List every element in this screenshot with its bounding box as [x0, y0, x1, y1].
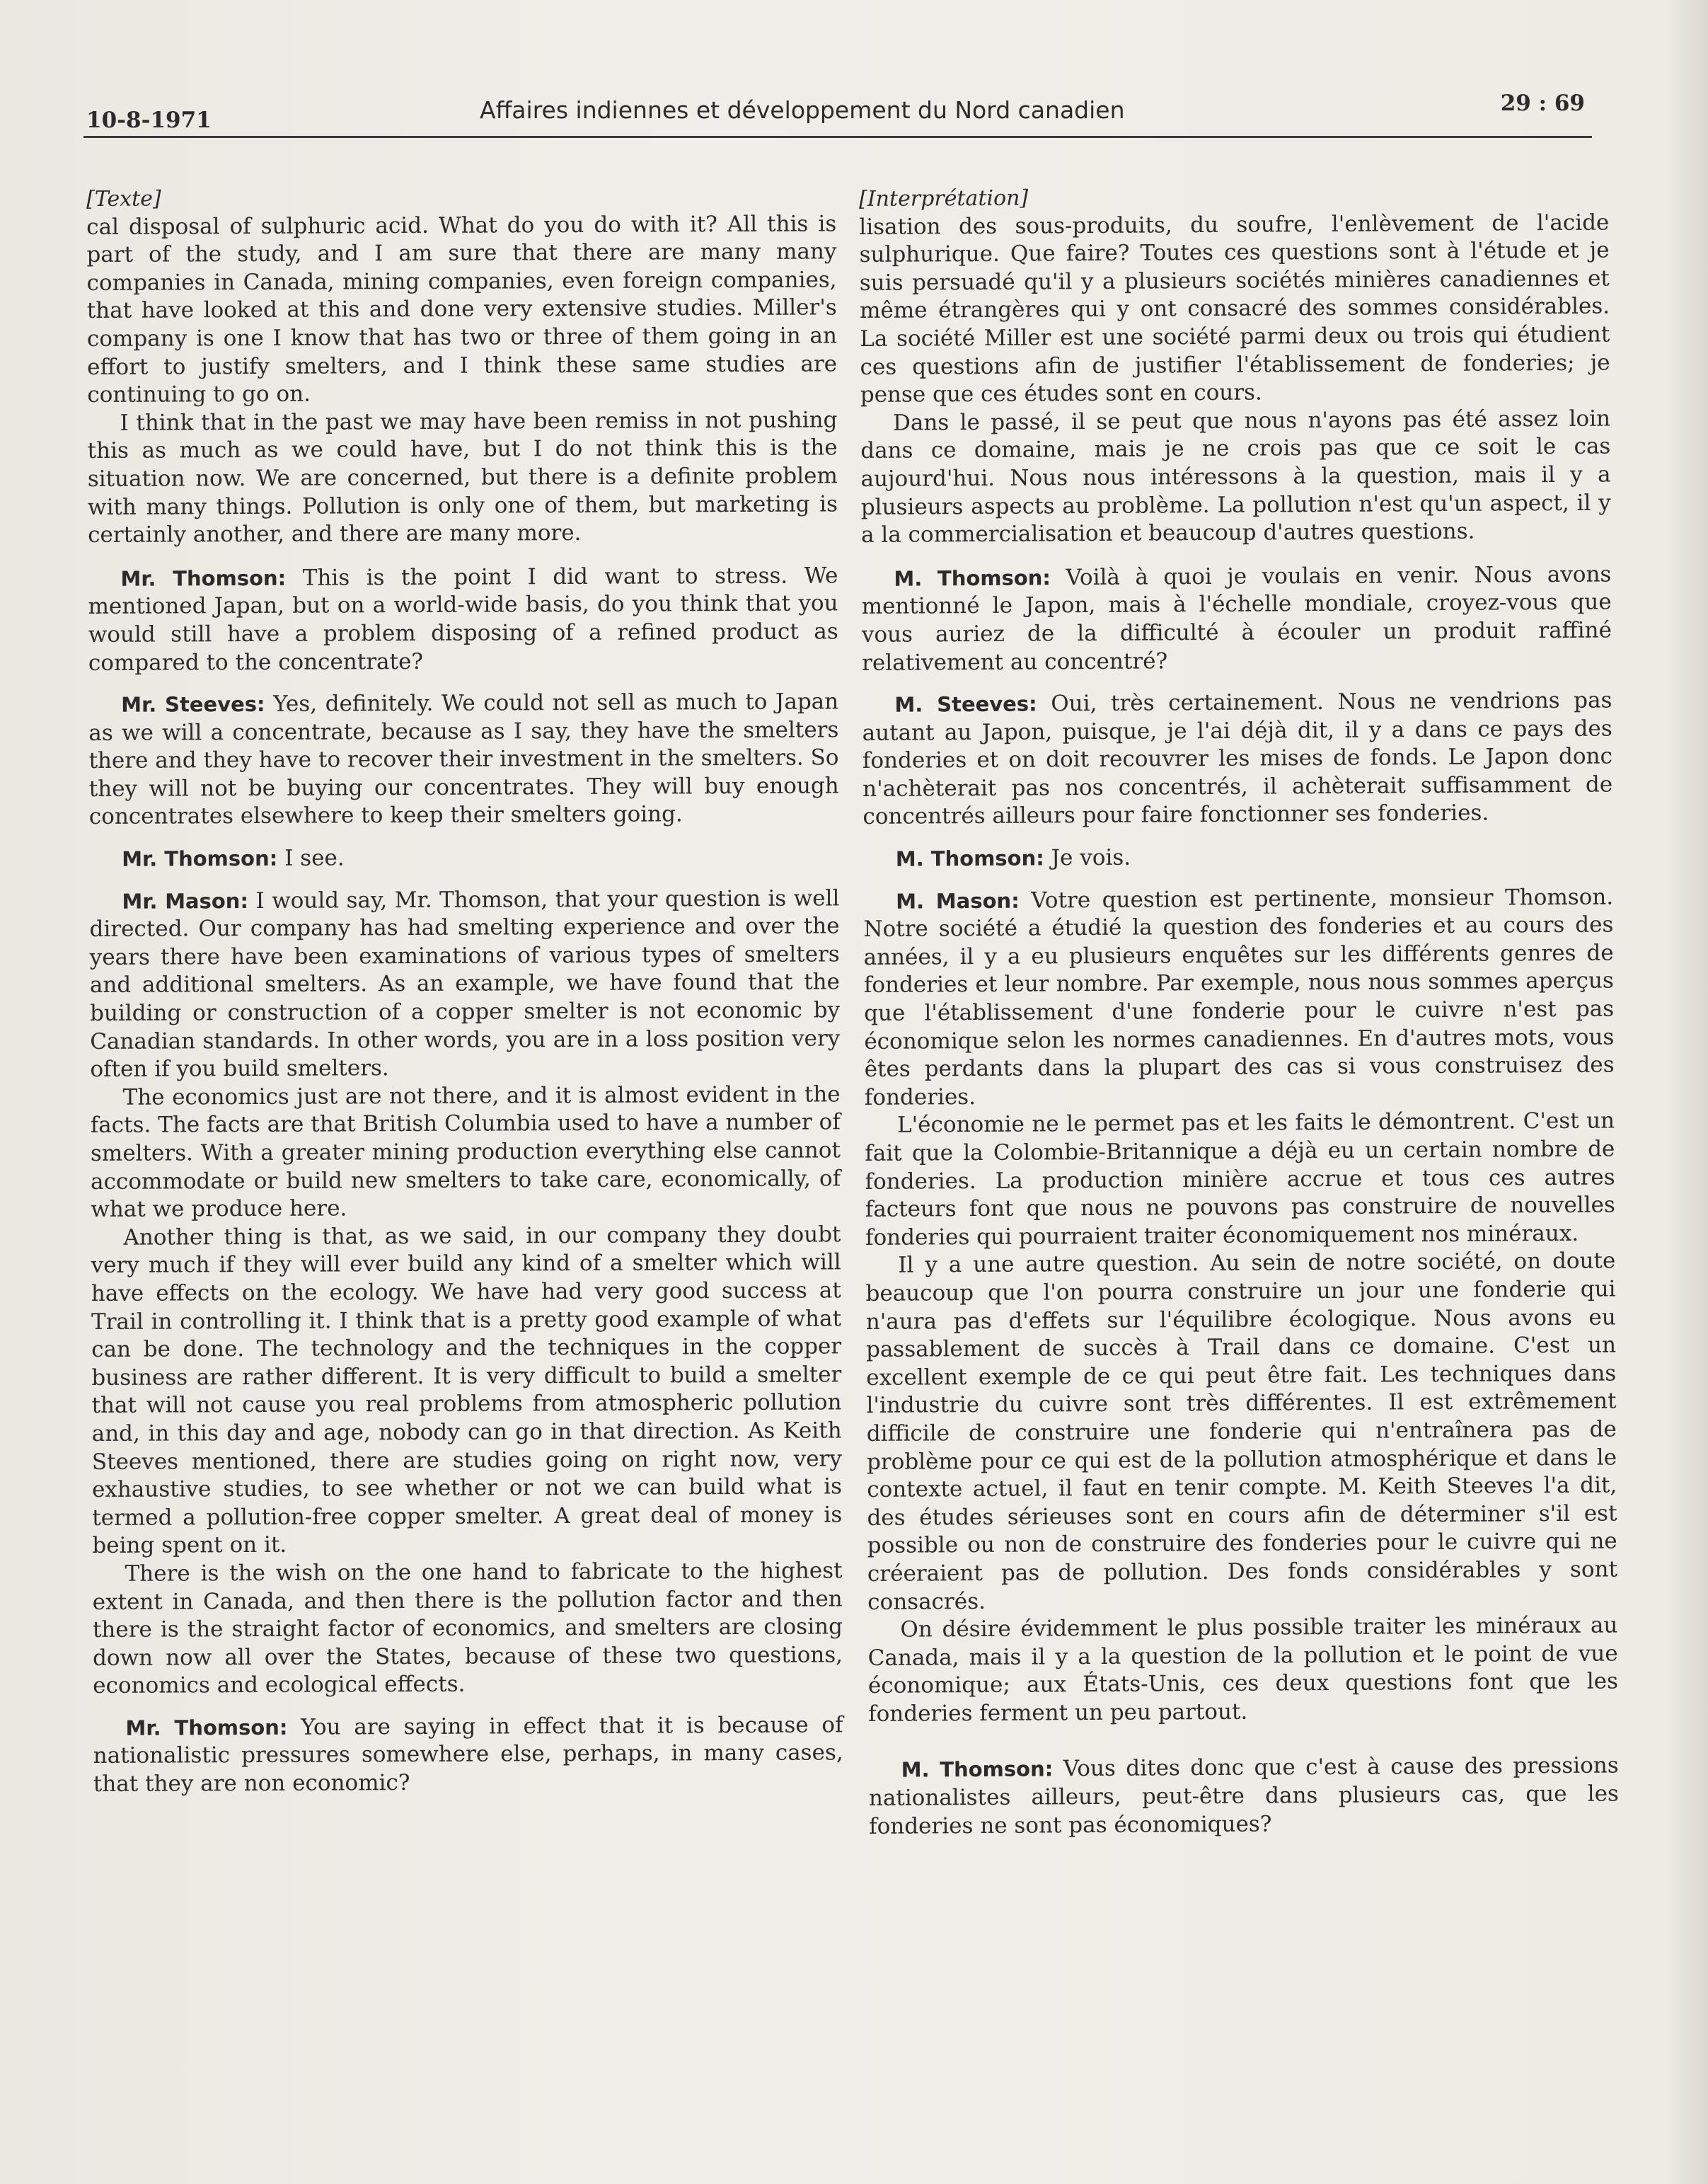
- right-column-french: [859, 181, 1619, 1841]
- paragraph: cal disposal of sulphuric acid. What do you do with it? All this is part of the study, and I am sure that there are many many companies in Canada, mining companies, even foreign companies, that have looked at this and done very extensive studies. Miller's company is one I know that has two or three of them going in an effort to justify smelters, and I think these same studies are continuing to go on.: [86, 210, 838, 408]
- paragraph: The economics just are not there, and it is almost evident in the facts. The facts are that British Columbia used to have a number of smelters. With a greater mining production everything else cannot accommodate or build new smelters to take care, economically, of what we produce here.: [90, 1081, 841, 1223]
- speaker-paragraph: Mr. Thomson: You are saying in effect that it is because of nationalistic pressures somewhere else, perhaps, in many cases, that they are non economic?: [93, 1712, 843, 1798]
- lang-tag-interpretation: [Interprétation]: [859, 185, 1029, 212]
- paragraph: Another thing is that, as we said, in our company they doubt very much if they will ever build any kind of a smelter which will have effects on the ecology. We have had very good success at Trail in controlling it. I think that is a pretty good example of what can be done. The technology and the techniques in the copper business are rather different. It is very difficult to build a smelter that will not cause you real problems from atmospheric pollution and, in this day and age, nobody can go in that direction. As Keith Steeves mentioned, there are studies going on right now, very exhaustive studies, to see whether or not we can build what is termed a pollution-free copper smelter. A great deal of money is being spent on it.: [91, 1222, 843, 1559]
- header-date: 10-8-1971: [86, 108, 212, 133]
- paragraph: I think that in the past we may have been remiss in not pushing this as much as we could have, but I do not think this is the situation now. We are concerned, but there is a definite problem with many things. Pollution is only one of them, but marketing is certainly another, and there are many more.: [87, 407, 838, 548]
- speaker-paragraph: Mr. Thomson: I see.: [122, 845, 345, 871]
- speaker-paragraph: M. Mason: Votre question est pertinente, monsieur Thomson. Notre société a étudié la question des fonderies et au cours des années, il y a eu plusieurs enquêtes sur les différents genres de fonderies et leur nombre. Par exemple, nous nous sommes aperçus que l'établissement d'une fonderie pour le cuivre n'est pas économique selon les normes canadiennes. En d'autres mots, vous êtes perdants dans la plupart des cas si vous construisez des fonderies.: [863, 884, 1615, 1110]
- speaker-paragraph: M. Thomson: Vous dites donc que c'est à cause des pressions nationalistes ailleurs, peut-être dans plusieurs cas, que les fonderies ne sont pas économiques?: [868, 1752, 1620, 1839]
- speaker-name: Mr. Steeves:: [121, 691, 265, 717]
- speaker-name: M. Mason:: [896, 888, 1020, 914]
- speaker-paragraph: M. Steeves: Oui, très certainement. Nous ne vendrions pas autant au Japon, puisque, je l'ai déjà dit, il y a dans ce pays des fonderies et on doit recouvrer les mises de fonds. Le Japon donc n'achèterait pas nos concentrés, il achèterait suffisamment de concentrés ailleurs pour faire fonctionner ses fonderies.: [862, 687, 1613, 830]
- speaker-paragraph: M. Thomson: Voilà à quoi je voulais en venir. Nous avons mentionné le Japon, mais à l'échelle mondiale, croyez-vous que vous auriez de la difficulté à écouler un produit raffiné relativement au concentré?: [861, 561, 1612, 676]
- paragraph: lisation des sous-produits, du soufre, l'enlèvement de l'acide sulphurique. Que faire? Toutes ces questions sont à l'étude et je suis persuadé qu'il y a plusieurs sociétés minières canadiennes et même étrangères qui y ont consacré des sommes considérables. La société Miller est une société parmi deux ou trois qui étudient ces questions afin de justifier l'établissement de fonderies; je pense que ces études sont en cours.: [859, 209, 1610, 408]
- header-title: Affaires indiennes et développement du Nord canadien: [480, 96, 1125, 124]
- speaker-name: Mr. Thomson:: [125, 1715, 288, 1740]
- speaker-name: M. Thomson:: [901, 1757, 1054, 1783]
- speaker-name: M. Steeves:: [894, 691, 1037, 717]
- paragraph: On désire évidemment le plus possible traiter les minéraux au Canada, mais il y a la question de la pollution et le point de vue économique; aux États-Unis, ces deux questions font que les fonderies ferment un peu partout.: [867, 1612, 1619, 1727]
- paragraph: Il y a une autre question. Au sein de notre société, on doute beaucoup que l'on pourra construire un jour une fonderie qui n'aura pas d'effets sur l'équilibre écologique. Nous avons eu passablement de succès à Trail dans ce domaine. C'est un excellent exemple de ce qui peut être fait. Les techniques dans l'industrie du cuivre sont très différentes. Il est extrêmement difficile de construire une fonderie qui n'entraînera pas de problème pour ce qui est de la pollution atmosphérique et dans le contexte actuel, il faut en tenir compte. M. Keith Steeves l'a dit, des études sérieuses sont en cours afin de déterminer s'il est possible ou non de construire des fonderies pour le cuivre qui ne créeraient pas de pollution. Des fonds considérables y sont consacrés.: [865, 1248, 1618, 1615]
- paragraph: Dans le passé, il se peut que nous n'ayons pas été assez loin dans ce domaine, mais je ne crois pas que ce soit le cas aujourd'hui. Nous nous intéressons à la question, mais il y a plusieurs aspects au problème. La pollution n'est qu'un aspect, il y a la commercialisation et beaucoup d'autres questions.: [860, 406, 1611, 548]
- page-header: [83, 91, 1592, 138]
- speaker-name: Mr. Thomson:: [122, 846, 278, 871]
- speaker-name: Mr. Thomson:: [120, 565, 287, 591]
- speaker-paragraph: Mr. Mason: I would say, Mr. Thomson, that your question is well directed. Our company has had smelting experience and over the years there have been examinations of various types of smelters and additional smelters. As an example, we have found that the building or construction of a copper smelter is not economic by Canadian standards. In other words, you are in a loss position very often if you build smelters.: [89, 885, 841, 1083]
- speaker-name: M. Thomson:: [894, 565, 1051, 591]
- speaker-paragraph: Mr. Steeves: Yes, definitely. We could not sell as much to Japan as we will a concentrate, because as I say, they have the smelters there and they have to recover their investment in the smelters. So they will not be buying our concentrates. They will buy enough concentrates elsewhere to keep their smelters going.: [88, 689, 839, 830]
- speaker-name: M. Thomson:: [895, 846, 1044, 871]
- speaker-paragraph: Mr. Thomson: This is the point I did want to stress. We mentioned Japan, but on a world-wide basis, do you think that you would still have a problem disposing of a refined product as compared to the concentrate?: [88, 563, 838, 676]
- header-page-number: 29 : 69: [1500, 91, 1585, 116]
- page-edge-shadow: [1666, 0, 1708, 2184]
- lang-tag-texte: [Texte]: [86, 186, 161, 212]
- speaker-paragraph: M. Thomson: Je vois.: [895, 844, 1131, 871]
- speaker-name: Mr. Mason:: [122, 888, 249, 914]
- paragraph: There is the wish on the one hand to fabricate to the highest extent in Canada, and then there is the pollution factor and then there is the straight factor of economics, and smelters are closing down now all over the States, because of these two questions, economics and ecological effects.: [92, 1558, 843, 1699]
- left-column-english: [86, 182, 843, 1798]
- paragraph: L'économie ne le permet pas et les faits le démontrent. C'est un fait que la Colombie-Britannique a déjà eu un certain nombre de fonderies. La production minière accrue et tous ces autres facteurs font que nous ne pouvons pas construire de nouvelles fonderies qui pourraient traiter économiquement nos minéraux.: [865, 1108, 1615, 1251]
